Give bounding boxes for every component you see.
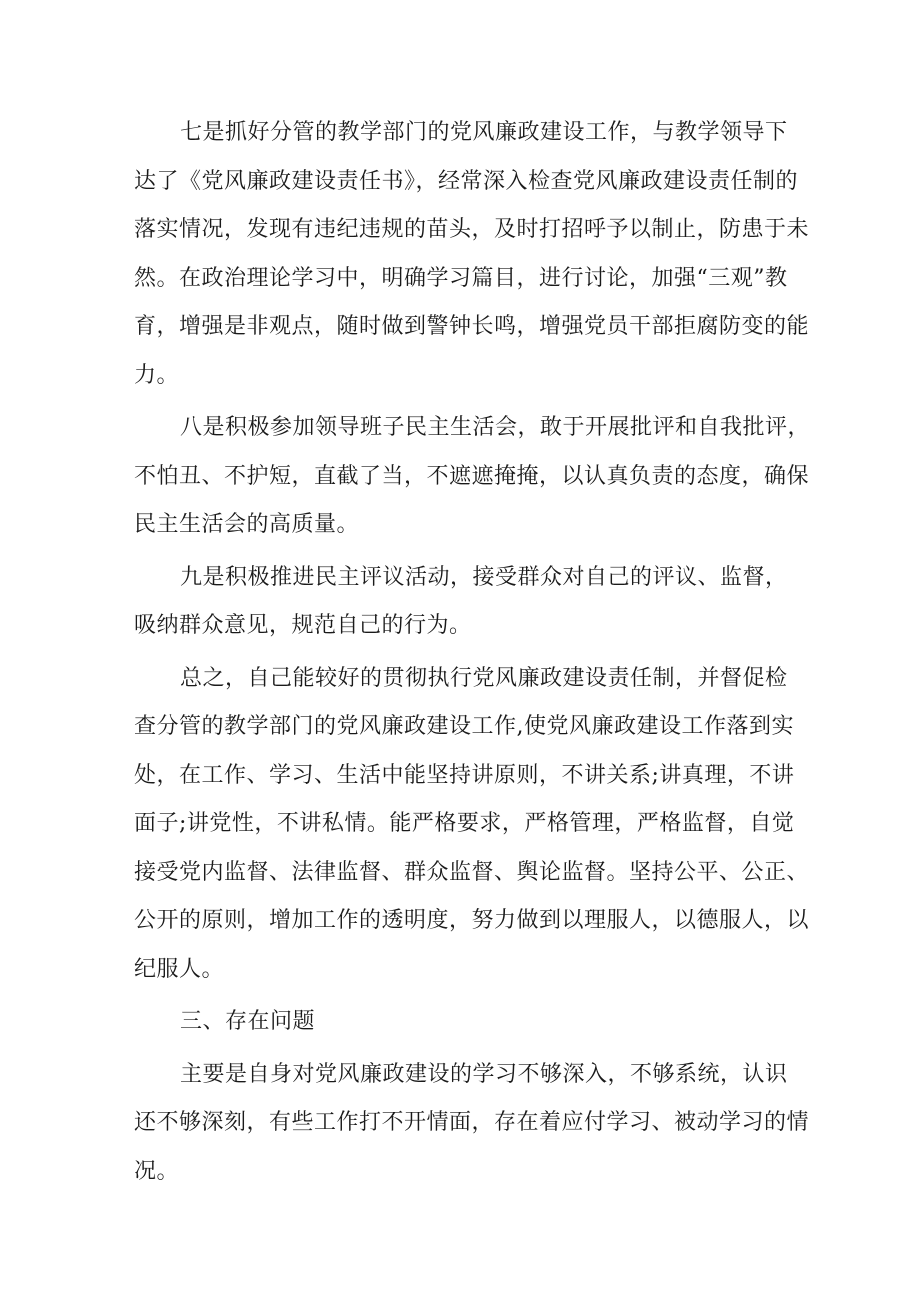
text-line: 纪服人。	[134, 956, 225, 982]
text-line: 查分管的教学部门的党风廉政建设工作,使党风廉政建设工作落到实	[134, 714, 794, 739]
text-line: 主要是自身对党风廉政建设的学习不够深入，不够系统，认识	[180, 1061, 788, 1087]
text-line: 处，在工作、学习、生活中能坚持讲原则，不讲关系;讲真理，不讲	[134, 762, 795, 788]
text-line: 面子;讲党性，不讲私情。能严格要求，严格管理，严格监督，自觉	[134, 811, 795, 836]
paragraph-summary	[134, 655, 810, 995]
text-line: 力。	[134, 362, 180, 388]
section-heading: 三、存在问题	[180, 1009, 316, 1034]
section-heading-issues	[134, 998, 784, 1047]
paragraph-seven	[134, 109, 810, 400]
text-line: 落实情况，发现有违纪违规的苗头，及时打招呼予以制止，防患于未	[134, 217, 810, 242]
text-line: 七是抓好分管的教学部门的党风廉政建设工作，与教学领导下	[180, 120, 788, 145]
text-line: 民主生活会的高质量。	[134, 512, 360, 537]
text-line: 育，增强是非观点，随时做到警钟长鸣，增强党员干部拒腐防变的能	[134, 314, 810, 339]
text-line: 九是积极推进民主评议活动，接受群众对自己的评议、监督，	[180, 564, 788, 590]
text-line: 吸纳群众意见，规范自己的行为。	[134, 613, 472, 638]
text-line: 然。在政治理论学习中，明确学习篇目，进行讨论，加强“三观”教	[134, 265, 788, 291]
paragraph-eight	[134, 404, 811, 550]
text-line: 总之，自己能较好的贯彻执行党风廉政建设责任制，并督促检	[180, 665, 788, 691]
text-line: 公开的原则，增加工作的透明度，努力做到以理服人，以德服人，以	[134, 908, 810, 933]
text-line: 况。	[134, 1158, 180, 1184]
document-body	[134, 109, 811, 1196]
paragraph-issues	[134, 1051, 810, 1197]
text-line: 不怕丑、不护短，直截了当，不遮遮掩掩，以认真负责的态度，确保	[134, 463, 810, 489]
text-line: 还不够深刻，有些工作打不开情面，存在着应付学习、被动学习的情	[134, 1110, 810, 1135]
paragraph-nine	[134, 554, 788, 651]
text-line: 接受党内监督、法律监督、群众监督、舆论监督。坚持公平、公正、	[134, 859, 810, 885]
text-line: 达了《党风廉政建设责任书》，经常深入检查党风廉政建设责任制的	[134, 168, 799, 194]
text-line: 八是积极参加领导班子民主生活会，敢于开展批评和自我批评，	[180, 415, 811, 440]
